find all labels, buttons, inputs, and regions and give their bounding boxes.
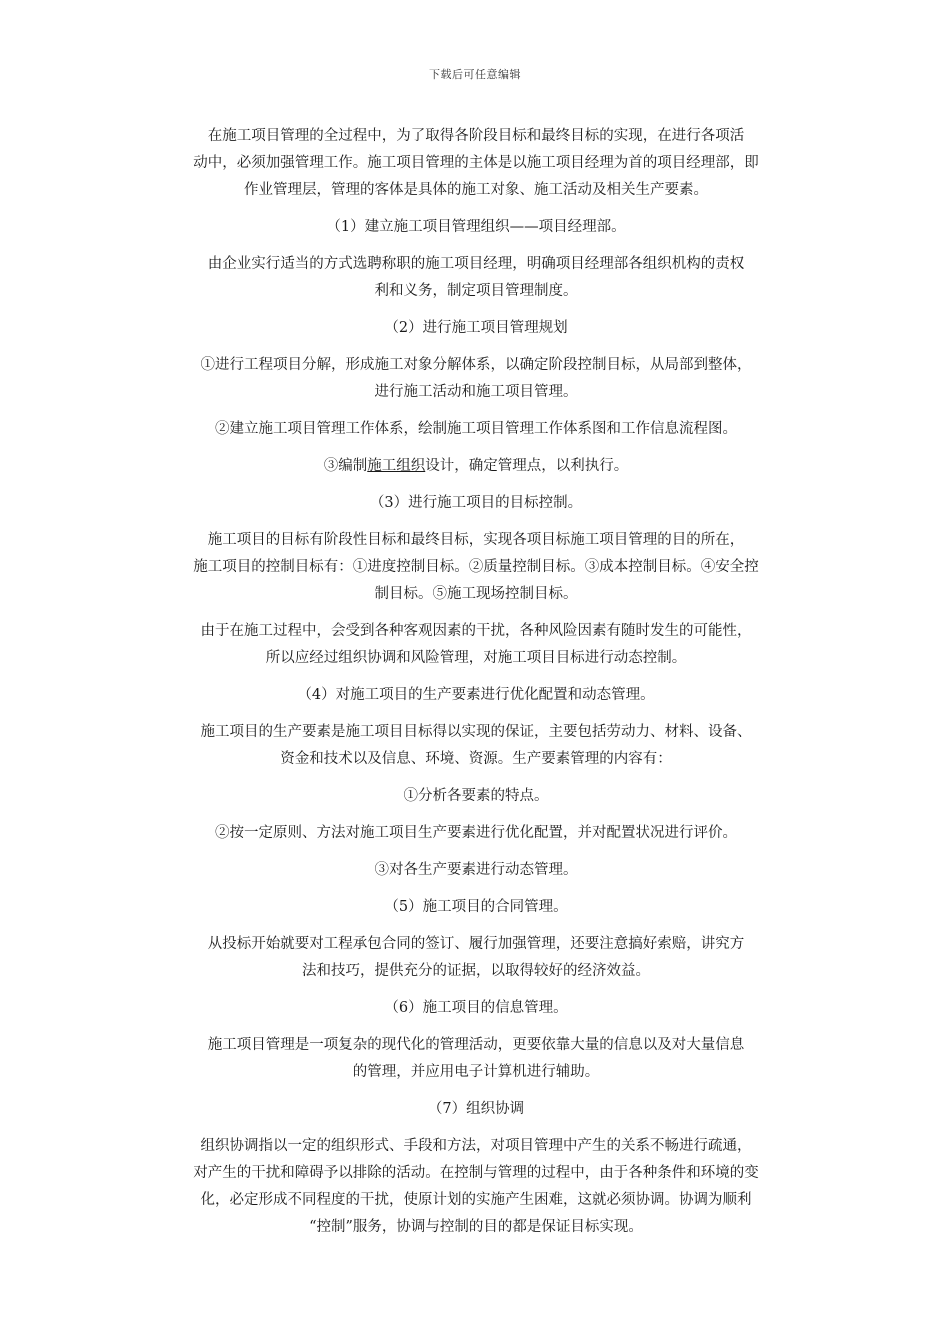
section-4-paragraph-4 — [140, 857, 812, 884]
section-3-paragraph-1 — [140, 527, 812, 608]
section-7-heading: （7）组织协调 — [427, 1101, 525, 1117]
section-4-heading: （4）对施工项目的生产要素进行优化配置和动态管理。 — [297, 687, 655, 703]
text-line: 化，必定形成不同程度的干扰，使原计划的实施产生困难，这就必须协调。协调为顺利 — [200, 1192, 752, 1208]
page-header: 下载后可任意编辑 — [429, 68, 521, 81]
text-line: 在施工项目管理的全过程中，为了取得各阶段目标和最终目标的实现，在进行各项活 — [207, 128, 745, 144]
text-line: 的管理，并应用电子计算机进行辅助。 — [352, 1064, 600, 1080]
text-line: 施工项目的生产要素是施工项目目标得以实现的保证，主要包括劳动力、材料、设备、 — [200, 724, 752, 740]
text-line: 动中，必须加强管理工作。施工项目管理的主体是以施工项目经理为首的项目经理部，即 — [193, 155, 759, 171]
text-line: 施工项目的目标有阶段性目标和最终目标，实现各项目标施工项目管理的目的所在， — [207, 532, 745, 548]
section-4-paragraph-1 — [140, 719, 812, 773]
text-line: 利和义务，制定项目管理制度。 — [374, 283, 578, 299]
text-line: 作业管理层，管理的客体是具体的施工对象、施工活动及相关生产要素。 — [244, 182, 708, 198]
text-line: 法和技巧，提供充分的证据，以取得较好的经济效益。 — [302, 963, 650, 979]
text-line: 由企业实行适当的方式选聘称职的施工项目经理，明确项目经理部各组织机构的责权 — [207, 256, 745, 272]
section-1-heading: （1）建立施工项目管理组织——项目经理部。 — [326, 219, 626, 235]
section-6-heading: （6）施工项目的信息管理。 — [384, 1000, 568, 1016]
text-fragment: 设计，确定管理点，以利执行。 — [425, 458, 629, 474]
section-3-heading: （3）进行施工项目的目标控制。 — [369, 495, 583, 511]
text-line: ③对各生产要素进行动态管理。 — [374, 862, 578, 878]
text-line: ①分析各要素的特点。 — [403, 788, 549, 804]
text-line: 制目标。⑤施工现场控制目标。 — [374, 586, 578, 602]
section-2-paragraph-1 — [140, 352, 812, 406]
document-body — [140, 123, 812, 1251]
text-line: 资金和技术以及信息、环境、资源。生产要素管理的内容有： — [280, 751, 672, 767]
intro-paragraph — [140, 123, 812, 204]
text-line — [140, 453, 812, 480]
section-2-paragraph-2 — [140, 416, 812, 443]
text-line: ②按一定原则、方法对施工项目生产要素进行优化配置，并对配置状况进行评价。 — [215, 825, 737, 841]
text-line: 对产生的干扰和障碍予以排除的活动。在控制与管理的过程中，由于各种条件和环境的变 — [193, 1165, 759, 1181]
construction-organization-link[interactable]: 施工组织 — [367, 458, 426, 474]
section-1-paragraph — [140, 251, 812, 305]
text-line: 所以应经过组织协调和风险管理，对施工项目目标进行动态控制。 — [265, 650, 687, 666]
section-4-paragraph-2 — [140, 783, 812, 810]
text-line: ①进行工程项目分解，形成施工对象分解体系，以确定阶段控制目标，从局部到整体， — [200, 357, 752, 373]
section-3-paragraph-2 — [140, 618, 812, 672]
section-6-paragraph — [140, 1032, 812, 1086]
text-line: 进行施工活动和施工项目管理。 — [374, 384, 578, 400]
text-fragment: ③编制 — [323, 458, 368, 474]
text-line: 施工项目管理是一项复杂的现代化的管理活动，更要依靠大量的信息以及对大量信息 — [207, 1037, 745, 1053]
section-2-paragraph-3 — [140, 453, 812, 480]
text-line: ②建立施工项目管理工作体系，绘制施工项目管理工作体系图和工作信息流程图。 — [215, 421, 737, 437]
section-5-heading: （5）施工项目的合同管理。 — [384, 899, 568, 915]
section-7-paragraph — [140, 1133, 812, 1241]
section-2-heading: （2）进行施工项目管理规划 — [384, 320, 568, 336]
text-line: 施工项目的控制目标有：①进度控制目标。②质量控制目标。③成本控制目标。④安全控 — [193, 559, 759, 575]
section-5-paragraph — [140, 931, 812, 985]
text-line: “控制”服务，协调与控制的目的都是保证目标实现。 — [309, 1219, 643, 1235]
text-line: 从投标开始就要对工程承包合同的签订、履行加强管理，还要注意搞好索赔，讲究方 — [207, 936, 745, 952]
section-4-paragraph-3 — [140, 820, 812, 847]
text-line: 组织协调指以一定的组织形式、手段和方法，对项目管理中产生的关系不畅进行疏通， — [200, 1138, 752, 1154]
text-line: 由于在施工过程中，会受到各种客观因素的干扰，各种风险因素有随时发生的可能性， — [200, 623, 752, 639]
